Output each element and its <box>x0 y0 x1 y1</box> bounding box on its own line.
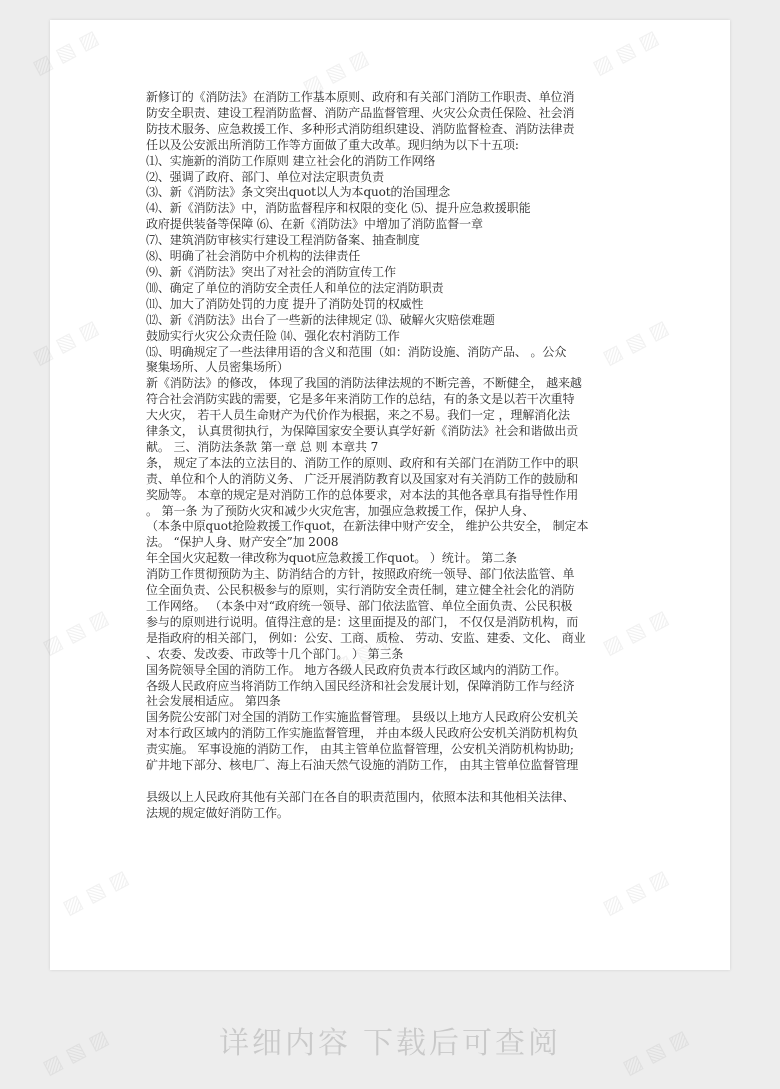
text-line: 责实施。 军事设施的消防工作， 由其主管单位监督管理，公安机关消防机构协助; <box>146 742 574 757</box>
text-line: ⑷、新《消防法》中，消防监督程序和权限的变化 ⑸、提升应急救援职能 <box>146 201 531 216</box>
text-line: 县级以上人民政府其他有关部门在各自的职责范围内，依照本法和其他相关法律、 <box>146 789 575 804</box>
text-line: 新修订的《消防法》在消防工作基本原则、政府和有关部门消防工作职责、单位消 <box>146 90 575 104</box>
text-line: 国务院领导全国的消防工作。 地方各级人民政府负责本行政区域内的消防工作。 <box>146 662 567 677</box>
text-line: 矿井地下部分、核电厂、海上石油天然气设施的消防工作， 由其主管单位监督管理 <box>146 758 579 773</box>
text-line: 对本行政区域内的消防工作实施监督管理， 并由本级人民政府公安机关消防机构负 <box>146 726 579 741</box>
text-line: 政府提供装备等保障 ⑹、在新《消防法》中增加了消防监督一章 <box>146 217 483 232</box>
watermark-mark: ▨ ▧ ▨ <box>618 1024 693 1080</box>
text-line: 参与的原则进行说明。值得注意的是：这里面提及的部门， 不仅仅是消防机构，而 <box>146 614 579 629</box>
text-line: 鼓励实行火灾公众责任险 ⒁、强化农村消防工作 <box>146 328 400 343</box>
text-line: ⑵、强调了政府、部门、单位对法定职责负责 <box>146 169 385 184</box>
text-line: 法。 “保护人身、财产安全”加 2008 <box>146 535 339 550</box>
text-line: 条， 规定了本法的立法目的、消防工作的原则、政府和有关部门在消防工作中的职 <box>146 455 579 470</box>
text-line: 责、单位和个人的消防义务、 广泛开展消防教育以及国家对有关消防工作的鼓励和 <box>146 471 579 486</box>
watermark-mark: ▨ <box>28 339 57 370</box>
text-line: ⑶、新《消防法》条文突出quot以人为本quot的治国理念 <box>146 185 451 200</box>
download-prompt-link[interactable] <box>0 1018 780 1062</box>
text-line: ⑾、加大了消防处罚的力度 提升了消防处罚的权威性 <box>146 296 424 311</box>
document-body <box>146 90 636 822</box>
text-line: 法规的规定做好消防工作。 <box>146 805 289 820</box>
text-line: 新《消防法》的修改， 体现了我国的消防法律法规的不断完善，不断健全， 越来越 <box>146 376 582 391</box>
details-label: 详细内容 <box>219 1026 351 1061</box>
text-line: 各级人民政府应当将消防工作纳入国民经济和社会发展计划，保障消防工作与经济 <box>146 678 575 693</box>
text-line: 聚集场所、人员密集场所） <box>146 360 289 375</box>
text-line: ⑽、确定了单位的消防安全责任人和单位的法定消防职责 <box>146 280 444 295</box>
text-line: 是指政府的相关部门， 例如：公安、工商、质检、 劳动、安监、建委、文化、 商业 <box>146 630 586 645</box>
text-line: 社会发展相适应。 第四条 <box>146 694 281 709</box>
text-line <box>146 774 636 790</box>
text-line: ⑼、新《消防法》突出了对社会的消防宣传工作 <box>146 264 396 279</box>
text-line: 大火灾， 若干人员生命财产为代价作为根据，来之不易。我们一定 ，理解消化法 <box>146 408 570 423</box>
text-line: 、农委、发改委、市政等十几个部门。 ） 第三条 <box>146 646 404 661</box>
document-page <box>50 20 730 970</box>
text-line: 符合社会消防实践的需要，它是多年来消防工作的总结，有的条文是以若干次重特 <box>146 392 575 407</box>
text-line: 任以及公安派出所消防工作等方面做了重大改革。现归纳为以下十五项: <box>146 137 519 152</box>
text-line: ⑺、建筑消防审核实行建设工程消防备案、抽查制度 <box>146 233 420 248</box>
text-line: ⑿、新《消防法》出台了一些新的法律规定 ⒀、破解火灾赔偿难题 <box>146 312 495 327</box>
text-line: ⒂、明确规定了一些法律用语的含义和范围（如：消防设施、消防产品、 。公众 <box>146 344 567 359</box>
download-label: 下载后可查阅 <box>363 1026 561 1061</box>
watermark-mark: ▨ ▧ ▨ <box>38 1024 113 1080</box>
watermark-mark: ▨ <box>28 49 57 80</box>
text-line: 防安全职责、建设工程消防监督、消防产品监督管理、火灾公众责任保险、社会消 <box>146 105 575 120</box>
text-line: （本条中原quot抢险救援工作quot，在新法律中财产安全， 维护公共安全， 制定本 <box>146 519 589 534</box>
text-line: 年全国火灾起数一律改称为quot应急救援工作quot。 ）统计。 第二条 <box>146 551 517 566</box>
text-line: 献。 三、消防法条款 第一章 总 则 本章共 7 <box>146 439 379 454</box>
text-line: ⑻、明确了社会消防中介机构的法律责任 <box>146 249 361 264</box>
text-line: 律条文， 认真贯彻执行，为保障国家安全要认真学好新《消防法》社会和谐做出贡 <box>146 424 579 439</box>
text-line: 奖励等。 本章的规定是对消防工作的总体要求，对本法的其他各章具有指导性作用 <box>146 487 579 502</box>
text-line: 消防工作贯彻预防为主、防消结合的方针，按照政府统一领导、部门依法监管、单 <box>146 567 575 582</box>
text-line: 位全面负责、公民积极参与的原则，实行消防安全责任制，建立健全社会化的消防 <box>146 583 575 598</box>
text-line: ⑴、实施新的消防工作原则 建立社会化的消防工作网络 <box>146 153 436 168</box>
text-line: 工作网络。 （本条中对“政府统一领导、部门依法监管、单位全面负责、公民积极 <box>146 599 573 613</box>
text-line: 防技术服务、应急救援工作、多种形式消防组织建设、消防监督检查、消防法律责 <box>146 121 575 136</box>
text-line: 。 第一条 为了预防火灾和减少火灾危害，加强应急救援工作，保护人身、 <box>146 503 535 518</box>
text-line: 国务院公安部门对全国的消防工作实施监督管理。 县级以上地方人民政府公安机关 <box>146 710 579 725</box>
